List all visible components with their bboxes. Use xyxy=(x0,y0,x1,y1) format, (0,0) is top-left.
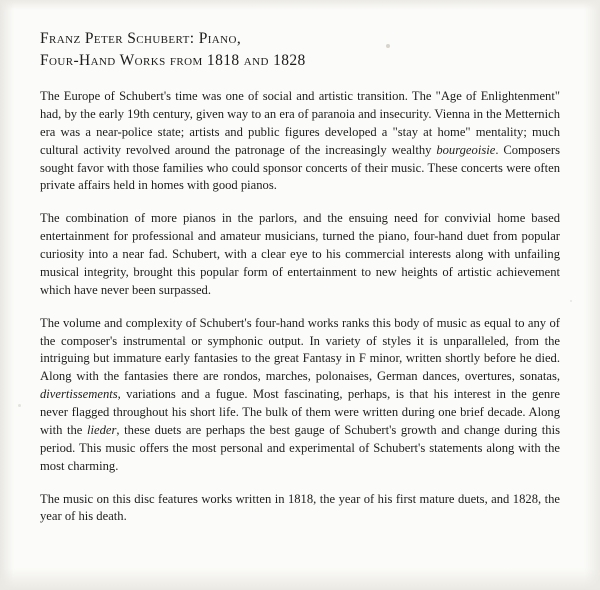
italic-term: bourgeoisie xyxy=(436,142,496,157)
paragraph-4 xyxy=(40,491,560,527)
page-title-line-2: Four-Hand Works from 1818 and 1828 xyxy=(40,52,306,69)
text-run: , variations and a fugue. Most fascinating, perhaps, is that his interest in the genre never flagged throughout his short life. The bulk of them were written during one brief decade. Along with the xyxy=(40,387,560,437)
text-run: . Composers sought favor with those families who could sponsor concerts of their music. These concerts were often private affairs held in homes with good pianos. xyxy=(40,142,561,193)
text-run: The volume and complexity of Schubert's four-hand works ranks this body of music as equal to any of the composer's instrumental or symphonic output. In variety of styles it is unparalleled, from the intriguing but immature early fantasies to the great Fantasy in F minor, written shortly before he died. Along with the fantasies there are rondos, marches, polonaises, German dances, overtures, sonatas, xyxy=(40,315,560,384)
page-edge-shading-right xyxy=(584,0,600,590)
text-run: The Europe of Schubert's time was one of social and artistic transition. The "Age of Enlightenment" had, by the early 19th century, given way to an era of paranoia and insecurity. Vienna in the Metternich era was a near-police state; artists and public figures developed a "stay at home" mentality; much cultural activity revolved around the patronage of the increasingly wealthy xyxy=(40,89,560,157)
paper-speck xyxy=(18,404,21,407)
body-text xyxy=(40,88,560,526)
paragraph-1 xyxy=(40,88,560,195)
page-title xyxy=(40,28,560,72)
text-run: The music on this disc features works written in 1818, the year of his first mature duets, and 1828, the year of his death. xyxy=(40,491,560,524)
page-edge-shading-left xyxy=(0,0,14,590)
paragraph-2 xyxy=(40,210,560,299)
page-edge-shading-top xyxy=(0,0,600,10)
text-run: , these duets are perhaps the best gauge of Schubert's growth and change during this period. This music offers the most personal and experimental of Schubert's statements along with the most charming. xyxy=(40,422,560,473)
italic-term: divertissements xyxy=(40,387,118,402)
italic-term: lieder xyxy=(87,422,117,437)
paper-speck xyxy=(570,300,572,302)
page-title-line-1: Franz Peter Schubert: Piano, xyxy=(40,30,242,47)
paragraph-3 xyxy=(40,315,560,476)
text-run: The combination of more pianos in the parlors, and the ensuing need for convivial home based entertainment for professional and amateur musicians, turned the piano, four-hand duet from popular curiosity into a near fad. Schubert, with a clear eye to his commercial interests along with unfailing musical integrity, brought this popular form of entertainment to new heights of artistic achievement which have never been surpassed. xyxy=(40,211,560,297)
page-edge-shading-bottom xyxy=(0,568,600,590)
page-content xyxy=(40,28,560,526)
